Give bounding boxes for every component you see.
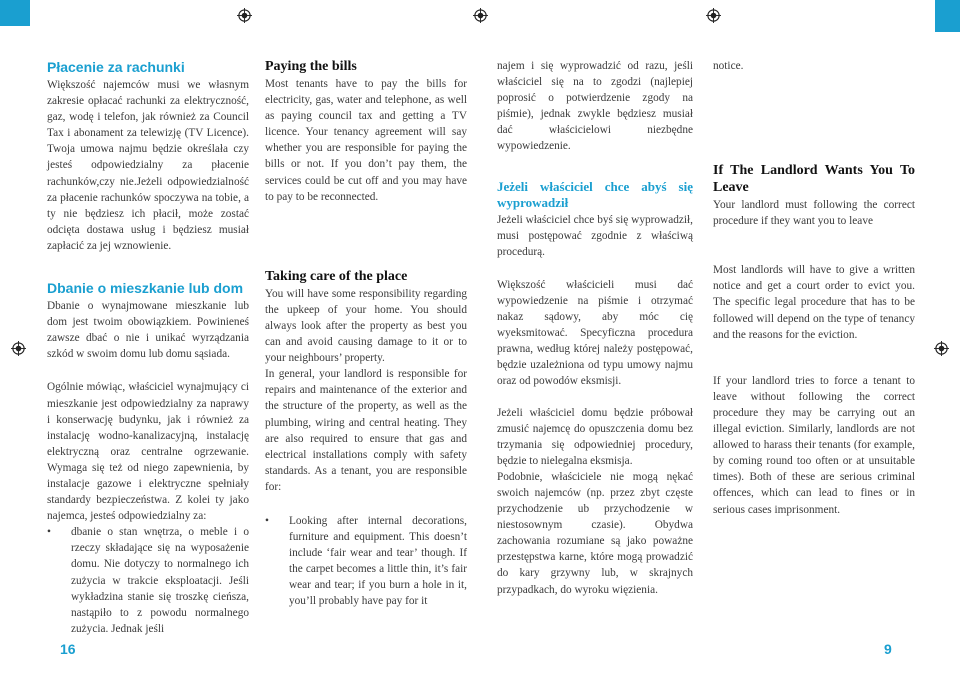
paragraph: If your landlord tries to force a tenant to leave without following the correct procedure they may be carrying out an illegal eviction. Similarly, landlords are not allowed to harass their tenants (for example, by coming round too often or at unsuitable times). Both of these are serious criminal offences, which can lead to fines or in serious cases imprisonment. <box>713 374 915 516</box>
column-right-polish <box>497 58 693 598</box>
registration-mark-icon <box>11 341 26 356</box>
paragraph: You will have some responsibility regarding the upkeep of your home. You should always look after the property as best you can and avoid causing damage to it or to your neighbours’ property. <box>265 287 467 365</box>
paragraph: Jeżeli właściciel chce byś się wyprowadził, musi postępować zgodnie z właściwą procedurą. <box>497 213 693 258</box>
registration-mark-icon <box>237 8 252 23</box>
paragraph: Most tenants have to pay the bills for electricity, gas, water and telephone, as well as paying council tax and getting a TV licence. Your tenancy agreement will say whether you are responsible for paying the bills or not. If you don’t pay them, the services could be cut off and you may have to pay to be reconnected. <box>265 78 467 203</box>
column-left-english <box>265 58 467 610</box>
heading-paying-the-bills: Paying the bills <box>265 59 357 74</box>
list-item: • Looking after internal decorations, furniture and equipment. This doesn’t include ‘fair wear and tear’ though. If the carpet becomes a little thin, it’s fair wear and tear; if you burn a hole in it, you’ll probably have pay for it <box>265 513 467 610</box>
heading-if-the-landlord-wants-you-to-leave: If The Landlord Wants You To Leave <box>713 163 915 196</box>
paragraph: Jeżeli właściciel domu będzie próbował zmusić najemcę do opuszczenia domu bez trzymania się odpowiedniej procedury, będzie to nielegalna eksmisja. <box>497 406 693 467</box>
list-item: • dbanie o stan wnętrza, o meble i o rzeczy składające się na wyposażenie domu. Nie dotyczy to normalnego ich zużycia w trakcie eksploatacji. Jeśli wykładzina stanie się troszkę cieńsza, nastąpiło to z powodu normalnego zużycia. Jednak jeśli <box>47 524 249 637</box>
paragraph: Ogólnie mówiąc, właściciel wynajmujący ci mieszkanie jest odpowiedzialny za naprawy i konserwację budynku, jak i również za instalację wodno-kanalizacyjną, instalację elektryczną oraz centralne ogrzewanie. Wymaga się też od niego zapewnienia, by instalacje gazowe i elektryczne spełniały standardy bezpieczeństwa. Z kolei ty jako najemca, jesteś odpowiedzialny za: <box>47 381 249 523</box>
heading-dbanie-o-mieszkanie: Dbanie o mieszkanie lub dom <box>47 280 244 297</box>
paragraph: Most landlords will have to give a written notice and get a court order to evict you. The specific legal procedure that has to be followed will depend on the type of tenancy and the reasons for the eviction. <box>713 264 915 341</box>
bullet-list <box>47 524 249 637</box>
corner-color-block-right <box>935 0 960 32</box>
paragraph: najem i się wyprowadzić od razu, jeśli właściciel się na to zgodzi (najlepiej poprosić o potwierdzenie zgody na piśmie), jednak zwykle będziesz musiał dać właścicielowi niezbędne wypowiedzenie. <box>497 60 693 153</box>
paragraph: notice. <box>713 60 744 72</box>
page-number-right: 9 <box>884 641 892 657</box>
heading-jezeli-wlasciciel: Jeżeli właściciel chce abyś się wyprowadził <box>497 178 693 210</box>
column-right-english <box>713 58 915 518</box>
paragraph: Większość najemców musi we własnym zakresie opłacać rachunki za elektryczność, gaz, wodę i telefon, jak również za Council Tax i abonament za telewizję (TV Licence). Twoja umowa najmu będzie określała czy jesteś odpowiedzialny za płacenie rachunków,czy nie.Jeżeli odpowiedzialność za płacenie rachunków spoczywa na tobie, a ty nie będziesz ich płacił, może zostać odcięta dostawa usług i będziesz musiał zapłacić za jej wznowienie. <box>47 79 249 252</box>
registration-mark-icon <box>706 8 721 23</box>
heading-platenie-za-rachunki: Płacenie za rachunki <box>47 59 185 75</box>
registration-mark-icon <box>473 8 488 23</box>
column-left-polish <box>47 58 249 637</box>
bullet-list <box>265 513 467 610</box>
paragraph: In general, your landlord is responsible for repairs and maintenance of the exterior and the structure of the property, as well as the plumbing, wiring and central heating. They are also required to ensure that gas and electrical installations comply with safety standards. As a tenant, you are responsible for: <box>265 368 467 493</box>
paragraph: Your landlord must following the correct procedure if they want you to leave <box>713 199 915 228</box>
corner-color-block-left <box>0 0 30 26</box>
paragraph: Dbanie o wynajmowane mieszkanie lub dom jest twoim obowiązkiem. Powinieneś zawsze dbać o nie i unikać wyrządzania szkód w swoim domu lub domu sąsiada. <box>47 300 249 361</box>
page-number-left: 16 <box>60 641 76 657</box>
paragraph: Podobnie, właściciele nie mogą nękać swoich najemców (np. przez zbyt częste przychodzenie ub przychodzenie w niestosownym czasie). Obydwa zachowania rozumiane są jako poważne przestępstwa karne, które mogą prowadzić do kary grzywny lub, w skrajnych przypadkach, do wyroku więzienia. <box>497 470 693 596</box>
registration-mark-icon <box>934 341 949 356</box>
heading-taking-care-of-the-place: Taking care of the place <box>265 268 408 284</box>
paragraph: Większość właścicieli musi dać wypowiedzenie na piśmie i otrzymać nakaz sądowy, aby móc cię wyeksmitować. Specyficzna procedura prawna, według której należy postępować, będzie uzależniona od typu umowy najmu oraz od powodów eksmisji. <box>497 278 693 388</box>
